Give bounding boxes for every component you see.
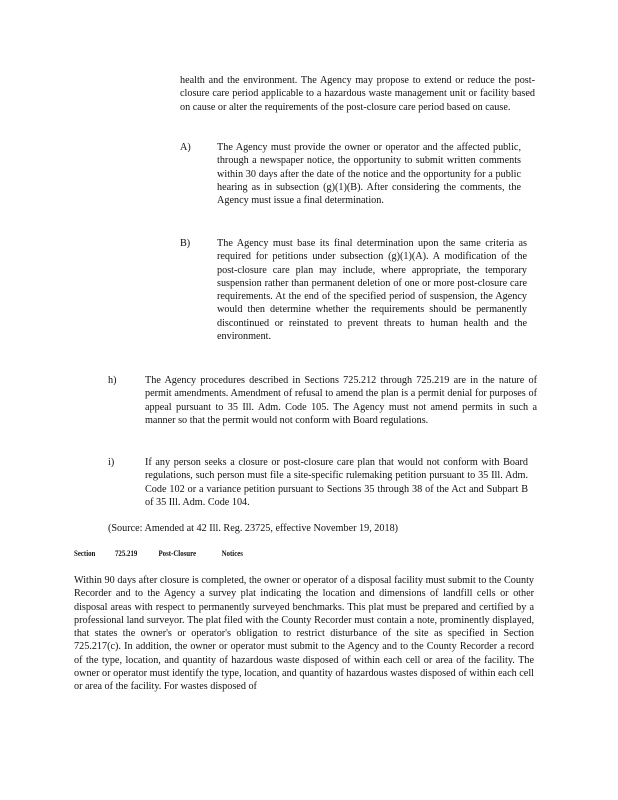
item-b-text: The Agency must base its final determination upon the same criteria as required for petitions under subsection (g)(1)(A). A modification of the post-closure care plan may include, where appropriate, the temporary suspension rather than permanent deletion of one or more post-closure care requirements. At the end of the specified period of suspension, the Agency would then determine whether the requirements should be permanently discontinued or reinstated to prevent threats to human health and the environment. <box>217 238 527 343</box>
section-word: Section <box>74 549 96 558</box>
item-b-label: B) <box>180 238 191 249</box>
intro-paragraph: health and the environment. The Agency may propose to extend or reduce the post-closure care period applicable to a hazardous waste management unit or facility based on cause or alter the requirements of the post-closure care period based on cause. <box>180 75 535 113</box>
section-body: Within 90 days after closure is completed, the owner or operator of a disposal facility must submit to the County Recorder and to the Agency a survey plat indicating the location and dimensions of landfill cells or other disposal areas with respect to permanently surveyed benchmarks. This plat must be prepared and certified by a professional land surveyor. The plat filed with the County Recorder must contain a note, prominently displayed, that states the owner's or operator's obligation to restrict disturbance of the site as specified in Section 725.217(c). In addition, the owner or operator must submit to the Agency and to the County Recorder a record of the type, location, and quantity of hazardous waste disposed of within each cell or area of the facility. The owner or operator must identify the type, location, and quantity of hazardous wastes disposed of within each cell or area of the facility. For wastes disposed of <box>74 575 534 693</box>
item-i-label: i) <box>108 457 115 468</box>
item-h-label: h) <box>108 375 117 386</box>
section-title-b: Notices <box>221 549 243 558</box>
section-number: 725.219 <box>115 549 138 558</box>
source-note: (Source: Amended at 42 Ill. Reg. 23725, effective November 19, 2018) <box>108 523 399 534</box>
item-i-text: If any person seeks a closure or post-closure care plan that would not conform with Board regulations, such person must file a site-specific rulemaking petition pursuant to 35 Ill. Adm. Code 102 or a variance petition pursuant to Sections 35 through 38 of the Act and Subpart B of 35 Ill. Adm. Code 104. <box>145 457 528 508</box>
section-title-a: Post-Closure <box>158 549 197 558</box>
item-h-text: The Agency procedures described in Sections 725.212 through 725.219 are in the nature of permit amendments. Amendment of refusal to amend the plan is a permit denial for purposes of appeal pursuant to 35 Ill. Adm. Code 105. The Agency must not amend permits in such a manner so that the permit would not conform with Board regulations. <box>145 375 537 426</box>
item-a-label: A) <box>180 142 191 153</box>
item-a-text: The Agency must provide the owner or operator and the affected public, through a newspaper notice, the opportunity to submit written comments within 30 days after the date of the notice and the opportunity for a public hearing as in subsection (g)(1)(B). After considering the comments, the Agency must issue a final determination. <box>217 142 521 207</box>
